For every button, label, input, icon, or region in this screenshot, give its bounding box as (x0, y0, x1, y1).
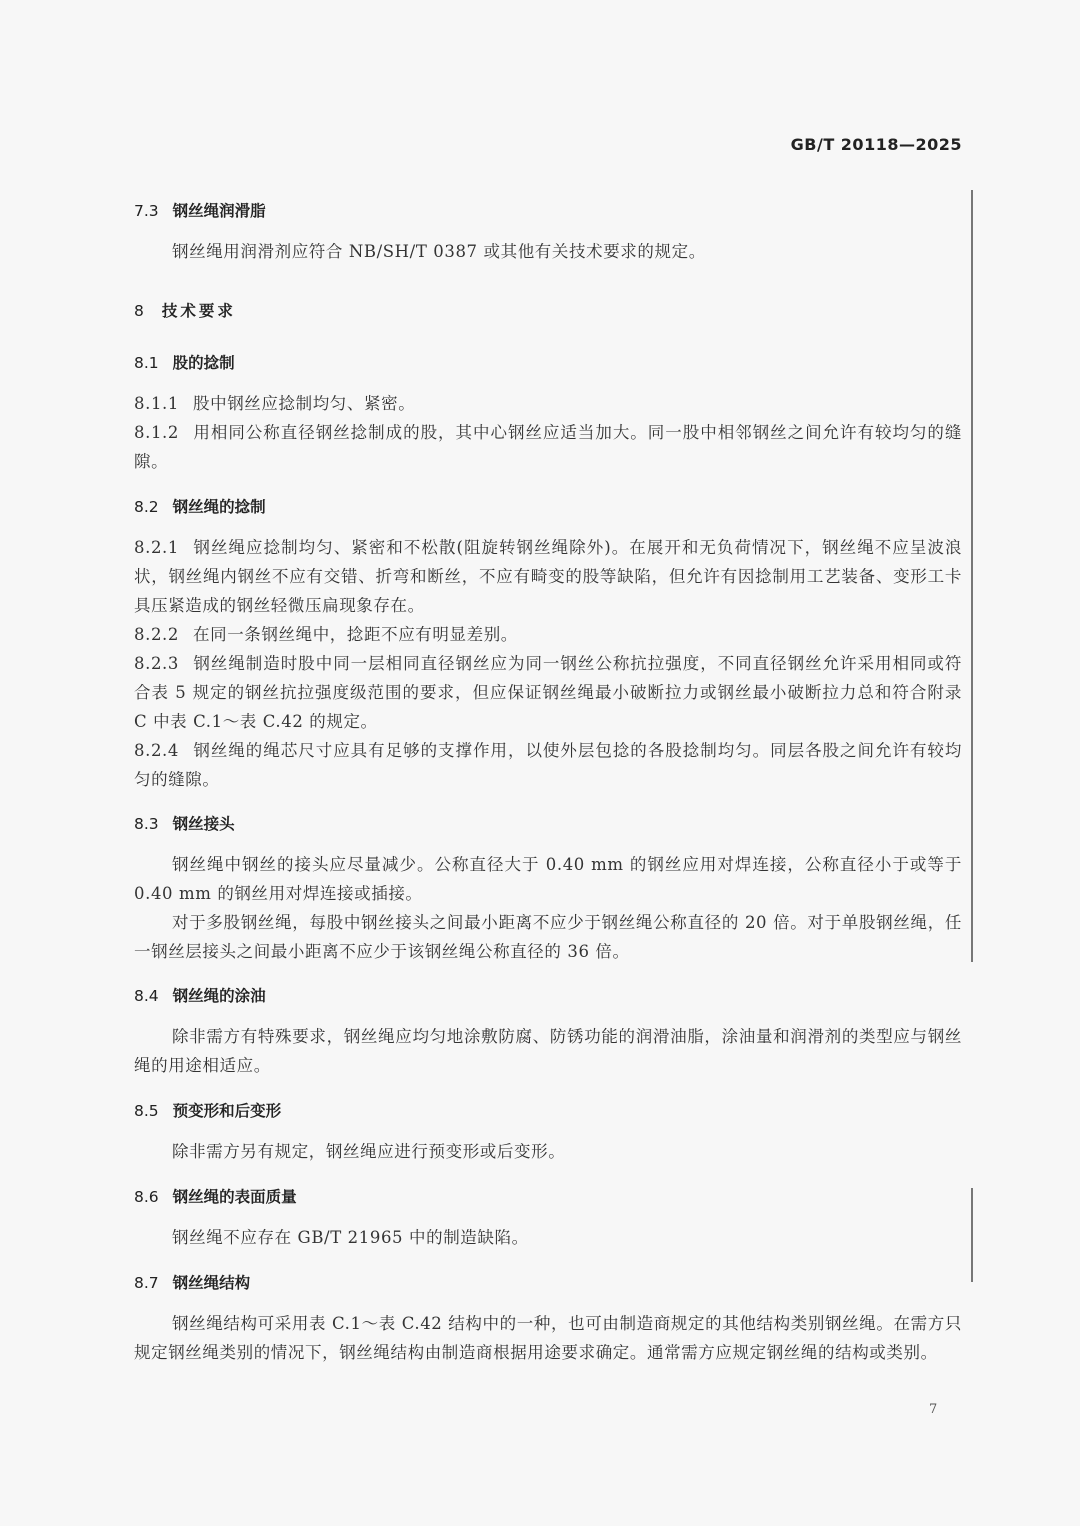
chapter-heading (134, 299, 236, 321)
clause (134, 533, 962, 620)
clause-number: 8.2.4 (134, 741, 179, 760)
clause-text: 钢丝绳制造时股中同一层相同直径钢丝应为同一钢丝公称抗拉强度，不同直径钢丝允许采用相同或符合表 5 规定的钢丝抗拉强度级范围的要求，但应保证钢丝绳最小破断拉力或钢丝最小破断拉力总和符合附录 C 中表 C.1～表 C.42 的规定。 (134, 654, 962, 731)
section-title: 钢丝绳的捻制 (172, 498, 266, 516)
section-heading (134, 812, 235, 834)
clause-text: 股中钢丝应捻制均匀、紧密。 (193, 394, 416, 413)
section-title: 钢丝接头 (172, 815, 235, 833)
clause-text: 用相同公称直径钢丝捻制成的股，其中心钢丝应适当加大。同一股中相邻钢丝之间允许有较均匀的缝隙。 (134, 423, 962, 471)
clause-text: 钢丝绳应捻制均匀、紧密和不松散(阻旋转钢丝绳除外)。在展开和无负荷情况下，钢丝绳不应呈波浪状，钢丝绳内钢丝不应有交错、折弯和断丝，不应有畸变的股等缺陷，但允许有因捻制用工艺装备、变形工卡具压紧造成的钢丝轻微压扁现象存在。 (134, 538, 962, 615)
clause (134, 389, 962, 418)
paragraph: 钢丝绳结构可采用表 C.1～表 C.42 结构中的一种，也可由制造商规定的其他结构类别钢丝绳。在需方只规定钢丝绳类别的情况下，钢丝绳结构由制造商根据用途要求确定。通常需方应规定钢丝绳的结构或类别。 (134, 1314, 962, 1362)
section-number: 8.7 (134, 1274, 159, 1292)
paragraph: 钢丝绳中钢丝的接头应尽量减少。公称直径大于 0.40 mm 的钢丝应用对焊连接，公称直径小于或等于 0.40 mm 的钢丝用对焊连接或插接。 (134, 855, 962, 903)
clause-text: 钢丝绳的绳芯尺寸应具有足够的支撑作用，以使外层包捻的各股捻制均匀。同层各股之间允许有较均匀的缝隙。 (134, 741, 962, 789)
section-heading (134, 984, 266, 1006)
section-number: 8.2 (134, 498, 159, 516)
section-title: 钢丝绳的表面质量 (172, 1188, 297, 1206)
clause-text: 在同一条钢丝绳中，捻距不应有明显差别。 (193, 625, 518, 644)
section-heading (134, 495, 266, 517)
section-number: 8.3 (134, 815, 159, 833)
chapter-number: 8 (134, 302, 144, 320)
section-title: 钢丝绳润滑脂 (172, 202, 266, 220)
section-number: 8.1 (134, 354, 159, 372)
paragraph: 钢丝绳不应存在 GB/T 21965 中的制造缺陷。 (172, 1228, 529, 1247)
section-title: 钢丝绳结构 (172, 1274, 251, 1292)
section-heading (134, 199, 266, 221)
section-heading (134, 1185, 297, 1207)
change-bar (971, 1188, 973, 1282)
clause-number: 8.2.2 (134, 625, 179, 644)
standard-code: GB/T 20118—2025 (790, 135, 962, 154)
paragraph: 对于多股钢丝绳，每股中钢丝接头之间最小距离不应少于钢丝绳公称直径的 20 倍。对于单股钢丝绳，任一钢丝层接头之间最小距离不应少于该钢丝绳公称直径的 36 倍。 (134, 913, 962, 961)
change-bar (971, 190, 973, 962)
paragraph: 钢丝绳用润滑剂应符合 NB/SH/T 0387 或其他有关技术要求的规定。 (172, 242, 706, 261)
section-number: 7.3 (134, 202, 159, 220)
section-title: 股的捻制 (172, 354, 235, 372)
section-title: 钢丝绳的涂油 (172, 987, 266, 1005)
clause (134, 620, 962, 649)
clause-number: 8.2.1 (134, 538, 179, 557)
chapter-title: 技术要求 (161, 302, 236, 320)
page-number: 7 (929, 1402, 938, 1417)
section-title: 预变形和后变形 (172, 1102, 282, 1120)
paragraph: 除非需方另有规定，钢丝绳应进行预变形或后变形。 (172, 1142, 566, 1161)
section-heading (134, 351, 235, 373)
clause-number: 8.1.1 (134, 394, 179, 413)
section-number: 8.5 (134, 1102, 159, 1120)
section-number: 8.6 (134, 1188, 159, 1206)
clause (134, 649, 962, 736)
section-heading (134, 1271, 250, 1293)
clause (134, 736, 962, 794)
section-heading (134, 1099, 281, 1121)
clause-number: 8.2.3 (134, 654, 179, 673)
clause-number: 8.1.2 (134, 423, 179, 442)
clause (134, 418, 962, 476)
section-number: 8.4 (134, 987, 159, 1005)
paragraph: 除非需方有特殊要求，钢丝绳应均匀地涂敷防腐、防锈功能的润滑油脂，涂油量和润滑剂的类型应与钢丝绳的用途相适应。 (134, 1027, 962, 1075)
